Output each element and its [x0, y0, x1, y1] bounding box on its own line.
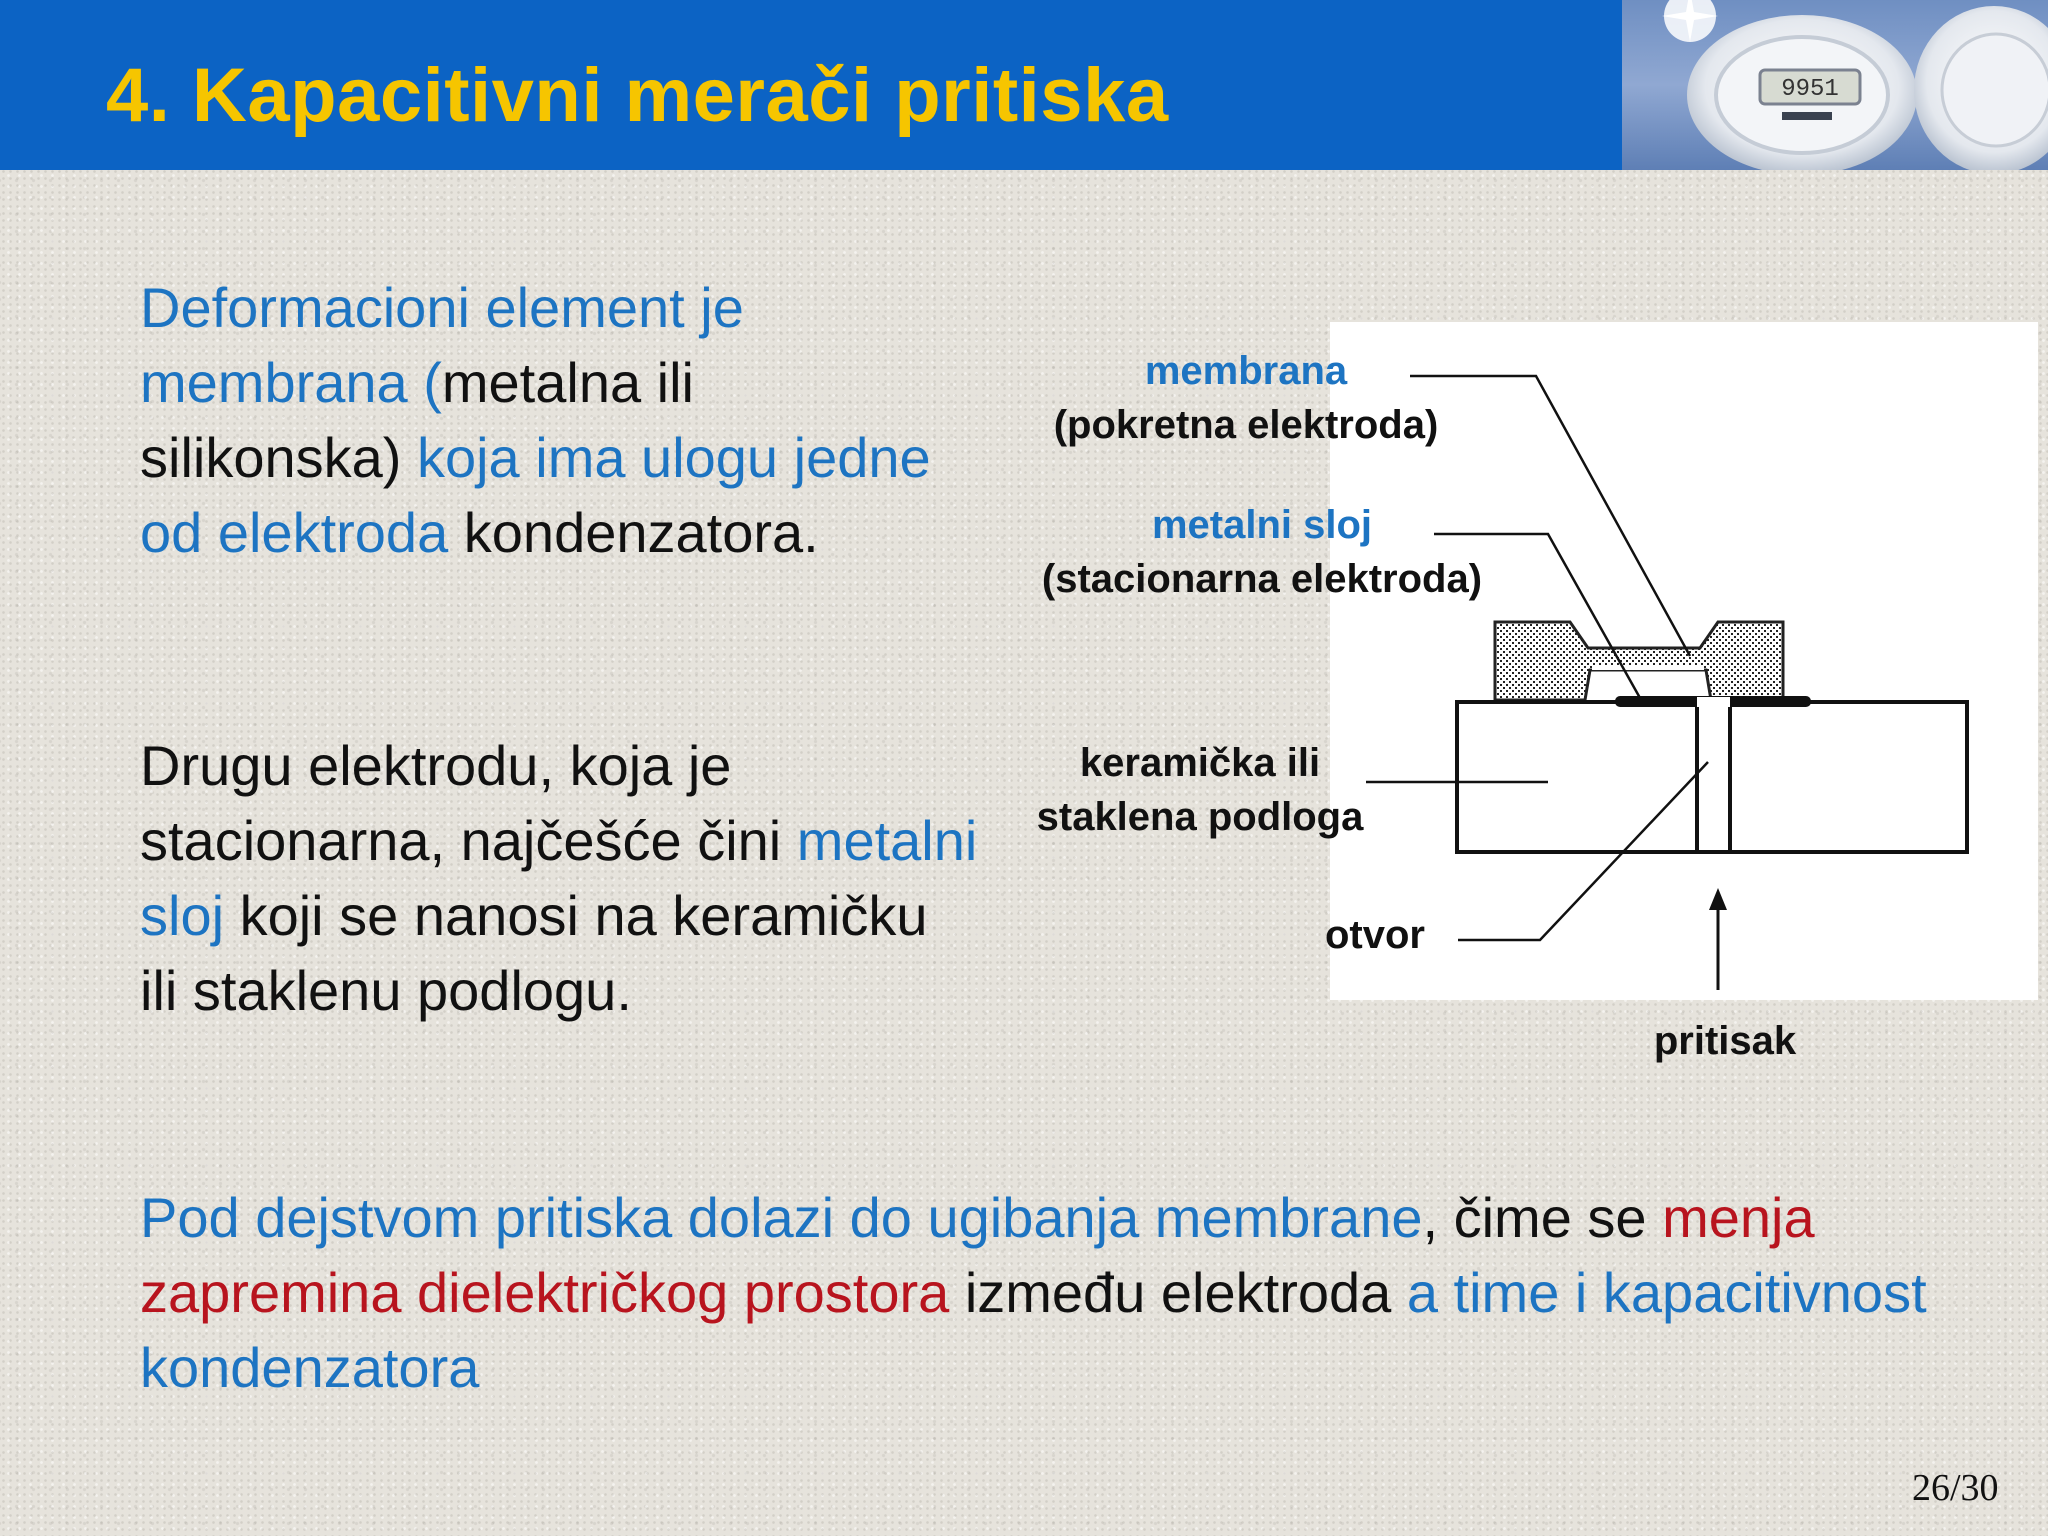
text-blue: metalni sloj — [140, 809, 978, 947]
label-metal-layer-title: metalni sloj — [1151, 503, 1373, 547]
label-pressure: pritisak — [1653, 1019, 1797, 1063]
page-number: 26/30 — [1912, 1467, 1999, 1509]
label-substrate — [1010, 736, 1390, 844]
text-black: , čime se — [1422, 1186, 1663, 1249]
text-blue: a time i kapacitivnost kondenzatora — [140, 1261, 1927, 1399]
text-black: Drugu elektrodu, koja je stacionarna, najčešće čini — [140, 734, 797, 872]
substrate-block — [1457, 702, 1967, 852]
text-blue: Pod dejstvom pritiska dolazi do ugibanja membrane — [140, 1186, 1423, 1249]
slide-title: 4. Kapacitivni merači pritiska — [106, 53, 1169, 138]
text-black: koji se nanosi na keramičku ili staklenu podlogu. — [140, 884, 928, 1022]
text-blue: Deformacioni element je membrana ( — [140, 276, 744, 414]
text-black: kondenzatora. — [448, 501, 819, 564]
text-blue: koja ima ulogu jedne od elektroda — [140, 426, 931, 564]
label-membrane — [1016, 344, 1476, 452]
membrane-shape — [1495, 622, 1783, 700]
text-black: između elektroda — [949, 1261, 1407, 1324]
pressure-arrow-head — [1709, 888, 1727, 910]
label-substrate-line1: keramička ili — [1079, 741, 1321, 785]
label-metal-layer — [1012, 498, 1512, 606]
meter-display-digits: 9951 — [1781, 76, 1839, 103]
label-metal-layer-sub: (stacionarna elektroda) — [1041, 557, 1483, 601]
label-substrate-line2: staklena podloga — [1036, 795, 1364, 839]
text-red: menja zapremina dielektričkog prostora — [140, 1186, 1815, 1324]
text-black: metalna ili silikonska) — [140, 351, 694, 489]
label-hole: otvor — [1325, 913, 1425, 957]
label-membrane-sub: (pokretna elektroda) — [1053, 403, 1439, 447]
membrane-gap — [1592, 666, 1704, 670]
label-membrane-title: membrana — [1144, 349, 1348, 393]
